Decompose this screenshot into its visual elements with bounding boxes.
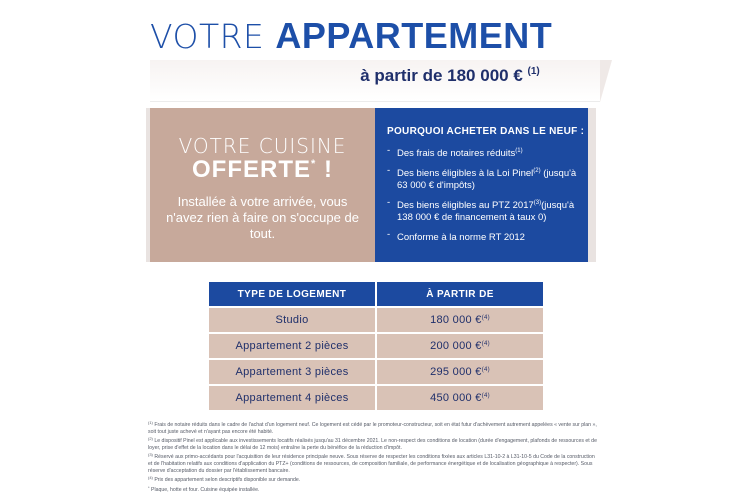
list-item-text: Des biens éligibles au PTZ 2017	[397, 200, 534, 211]
price-value: 180 000 €	[430, 314, 482, 326]
footnote	[148, 452, 598, 474]
list-item	[387, 165, 578, 192]
footnote-text: Frais de notaire réduits dans le cadre de l'achat d'un logement neuf. Ce logement est cédé par le promoteur-constructeur, soit en état futur d'achèvement autrement appelées « vente sur plan », soit tout juste achevé et n'ayant pas encore été habité.	[148, 422, 597, 435]
price-note: (4)	[481, 367, 490, 373]
starting-price-text: à partir de 180 000 €	[360, 66, 523, 85]
list-item-note: (3)	[533, 200, 542, 206]
cell-price	[377, 308, 543, 332]
why-buy-new-list	[387, 145, 578, 244]
list-item-text: Conforme à la norme RT 2012	[397, 232, 525, 243]
cell-price	[377, 360, 543, 384]
cell-type: Appartement 2 pièces	[209, 334, 375, 358]
footnote	[148, 475, 598, 484]
list-item-note: (2)	[533, 168, 541, 174]
footnote-mark: (2)	[148, 436, 153, 442]
price-note: (4)	[481, 315, 490, 321]
price-note: (4)	[481, 393, 490, 399]
footnotes	[148, 420, 598, 494]
list-item	[387, 145, 578, 160]
kitchen-offer-card	[150, 108, 375, 262]
footnote	[148, 420, 598, 435]
price-table	[207, 280, 545, 412]
footnote	[148, 485, 598, 494]
page-title-bold: APPARTEMENT	[275, 15, 553, 56]
list-item	[387, 229, 578, 244]
page-title	[150, 14, 552, 58]
table-row	[209, 308, 543, 332]
price-note: (4)	[481, 341, 490, 347]
footnote-text: Plaque, hotte et four. Cuisine équipée installée.	[151, 486, 260, 493]
table-row	[209, 360, 543, 384]
list-item-rest: (jusqu'à 63 000 € d'impôts)	[397, 168, 577, 191]
page-title-light: VOTRE	[150, 17, 276, 56]
list-item-text: Des biens éligibles à la Loi Pinel	[397, 168, 534, 179]
footnote-mark: (3)	[148, 452, 153, 458]
footnote-text: Réservé aux primo-accédants pour l'acquisition de leur résidence principale neuve. Sous réserve de respecter les conditions fixées aux articles L31-10-2 à L31-10-5 du Code de la construction et de l'habitation relatifs aux conditions d'application du PTZ+ (conditions de ressources, de composition familiale, de performance énergétique et de localisation géographique à respecter). Sous réserve d'acceptation du dossier par l'établissement bancaire.	[148, 454, 595, 474]
kitchen-offer-exclaim: !	[316, 156, 333, 183]
column-header-type: TYPE DE LOGEMENT	[209, 282, 375, 306]
footnote-mark: *	[148, 484, 150, 490]
column-header-price: À PARTIR DE	[377, 282, 543, 306]
table-row	[209, 386, 543, 410]
table-header-row	[209, 282, 543, 306]
cell-price	[377, 386, 543, 410]
footnote-mark: (1)	[148, 420, 153, 425]
starting-price-note: (1)	[527, 66, 540, 77]
price-band	[150, 60, 600, 102]
list-item-note: (1)	[515, 148, 523, 154]
starting-price	[150, 66, 740, 86]
cell-type: Studio	[209, 308, 375, 332]
table-row	[209, 334, 543, 358]
kitchen-offer-title: VOTRE CUISINE	[178, 134, 347, 158]
why-buy-new-heading: POURQUOI ACHETER DANS LE NEUF :	[387, 126, 585, 137]
list-item-rest: (jusqu'à 138 000 € de financement à taux 0)	[397, 200, 575, 223]
price-value: 450 000 €	[430, 392, 482, 404]
kitchen-offer-asterisk: *	[311, 158, 317, 170]
footnote-text: Prix des appartement selon descriptifs disponible sur demande.	[154, 477, 301, 484]
list-item-text: Des frais de notaires réduits	[397, 148, 516, 159]
footnote	[148, 436, 598, 451]
price-value: 295 000 €	[430, 366, 482, 378]
kitchen-offer-word: OFFERTE	[192, 156, 312, 183]
price-value: 200 000 €	[430, 340, 482, 352]
why-buy-new-card	[375, 108, 588, 262]
cell-price	[377, 334, 543, 358]
footnote-text: Le dispositif Pinel est applicable aux investissements locatifs réalisés jusqu'au 31 décembre 2021. Le non-respect des conditions de location (durée d'engagement, plafonds de ressources et de loyer, prise d'effet de la location dans le délai de 12 mois) entraîne la perte du bénéfice de la réduction d'impôt.	[148, 438, 597, 451]
card-shadow-right	[588, 108, 596, 262]
footnote-mark: (4)	[148, 475, 153, 481]
kitchen-offer-body: Installée à votre arrivée, vous n'avez rien à faire on s'occupe de tout.	[166, 194, 359, 241]
kitchen-offer-headline	[150, 156, 375, 184]
list-item	[387, 197, 578, 224]
cell-type: Appartement 3 pièces	[209, 360, 375, 384]
cell-type: Appartement 4 pièces	[209, 386, 375, 410]
